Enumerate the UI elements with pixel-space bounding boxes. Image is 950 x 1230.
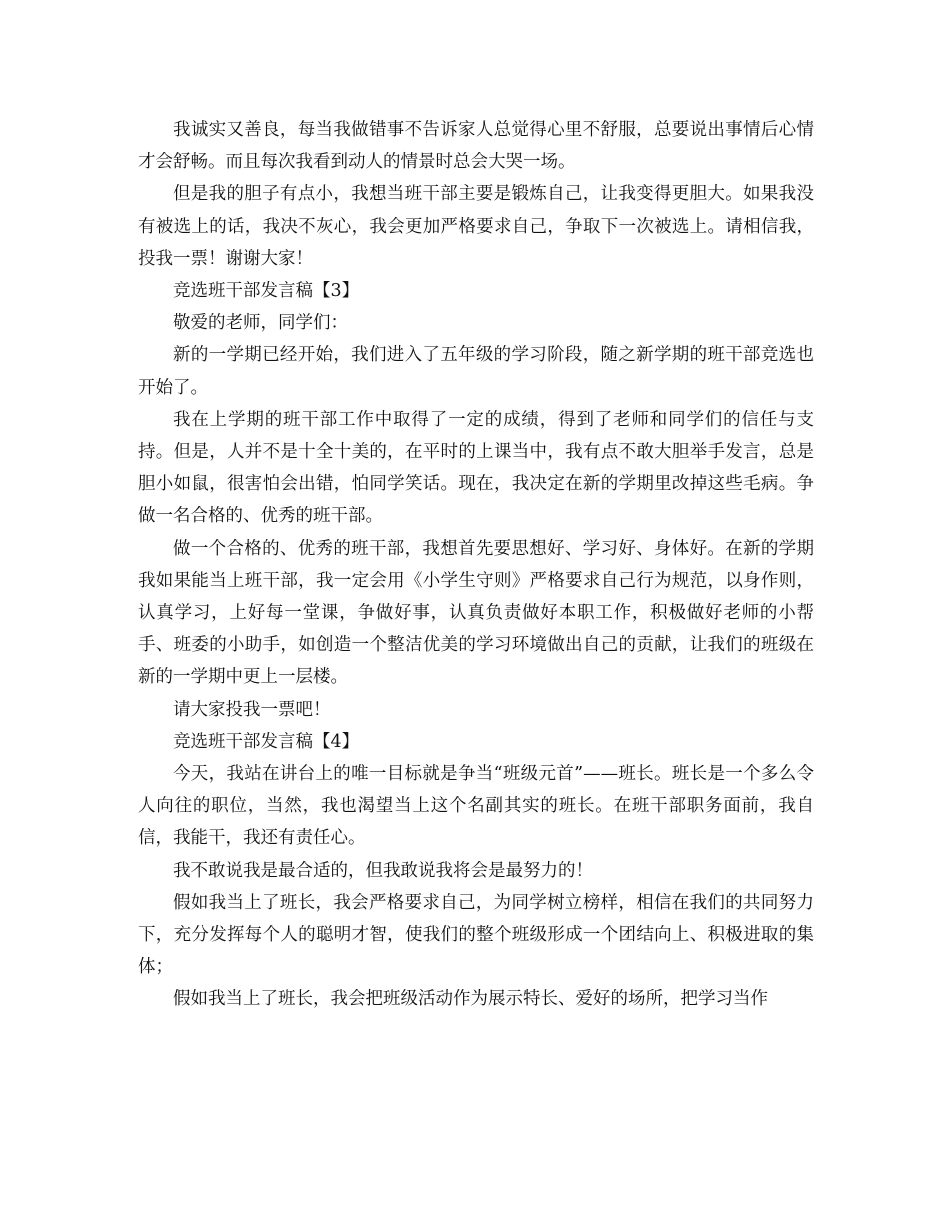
paragraph-5: 新的一学期已经开始，我们进入了五年级的学习阶段，随之新学期的班干部竞选也开始了。: [138, 345, 814, 398]
paragraph-8: 请大家投我一票吧！: [173, 699, 331, 720]
section-heading-4: 竞选班干部发言稿【4】: [173, 731, 360, 752]
paragraph-13: 假如我当上了班长，我会把班级活动作为展示特长、爱好的场所，把学习当作: [173, 989, 768, 1010]
paragraph-6: 我在上学期的班干部工作中取得了一定的成绩，得到了老师和同学们的信任与支持。但是，人并不是十全十美的，在平时的上课当中，我有点不敢大胆举手发言，总是胆小如鼠，很害怕会出错，怕同学笑话。现在，我决定在新的学期里改掉这些毛病。争做一名合格的、优秀的班干部。: [138, 409, 814, 527]
paragraph-1: 我诚实又善良，每当我做错事不告诉家人总觉得心里不舒服，总要说出事情后心情才会舒畅。而且每次我看到动人的情景时总会大哭一场。: [138, 120, 814, 173]
document-body: [138, 114, 814, 1016]
paragraph-10: 今天，我站在讲台上的唯一目标就是争当“班级元首”——班长。班长是一个多么令人向往的职位，当然，我也渴望当上这个名副其实的班长。在班干部职务面前，我自信，我能干，我还有责任心。: [138, 764, 814, 849]
paragraph-2: 但是我的胆子有点小，我想当班干部主要是锻炼自己，让我变得更胆大。如果我没有被选上的话，我决不灰心，我会更加严格要求自己，争取下一次被选上。请相信我，投我一票！谢谢大家！: [138, 184, 814, 269]
paragraph-12: 假如我当上了班长，我会严格要求自己，为同学树立榜样，相信在我们的共同努力下，充分发挥每个人的聪明才智，使我们的整个班级形成一个团结向上、积极进取的集体；: [138, 892, 814, 978]
salutation: 敬爱的老师，同学们：: [173, 313, 348, 334]
section-heading-3: 竞选班干部发言稿【3】: [173, 281, 360, 302]
paragraph-7: 做一个合格的、优秀的班干部，我想首先要思想好、学习好、身体好。在新的学期我如果能当上班干部，我一定会用《小学生守则》严格要求自己行为规范，以身作则，认真学习，上好每一堂课，争做好事，认真负责做好本职工作，积极做好老师的小帮手、班委的小助手，如创造一个整洁优美的学习环境做出自己的贡献，让我们的班级在新的一学期中更上一层楼。: [138, 538, 814, 688]
paragraph-11: 我不敢说我是最合适的，但我敢说我将会是最努力的！: [173, 860, 593, 881]
